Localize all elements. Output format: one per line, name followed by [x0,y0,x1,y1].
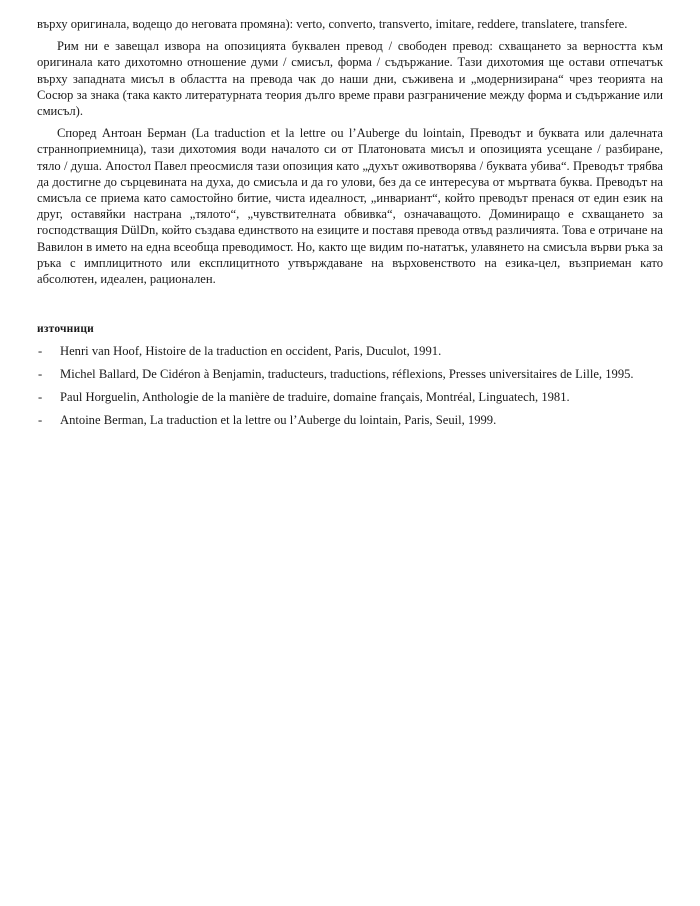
paragraph-continuation: върху оригинала, водещо до неговата промяна): verto, converto, transverto, imitare, reddere, translatere, transfere. [37,17,628,31]
source-item [37,412,663,428]
source-text: Paul Horguelin, Anthologie de la manière de traduire, domaine français, Montréal, Linguatech, 1981. [60,390,570,405]
sources-list [37,343,663,428]
paragraph-berman: Според Антоан Берман (La traduction et la lettre ou l’Auberge du lointain, Преводът и буквата или далечната странноприемница), тази дихотомия води началото си от Платоновата мисъл и опозицията усещане / разбиране, тяло / душа. Апостол Павел преосмисля тази опозиция като „духът оживотворява / буквата убива“. Преводът трябва да достигне до сърцевината на духа, до смисъла и да го улови, без да се интересува от мъртвата буква. Преводът на смисъла се приема като самостойно битие, чиста идеалност, „инвариант“, който преводът пренася от един език на друг, оставяйки настрана „тялото“, „чувствителната обвивка“, означаващото. Доминиращо е схващането за господстващия DülDn, който създава единството на езиците и поставя превода отвъд различията. Това е отричане на Вавилон в името на една всеобща преводимост. Но, както ще видим по-нататък, улавянето на смисъла върви ръка за ръка с имплицитното или експлицитното утвърждаване на върховенството на езика-цел, възприеман като абсолютен, идеален, рационален. [37,126,663,287]
source-text: Henri van Hoof, Histoire de la traduction en occident, Paris, Duculot, 1991. [60,344,442,359]
source-text: Michel Ballard, De Cidéron à Benjamin, traducteurs, traductions, réflexions, Presses universitaires de Lille, 1995. [60,367,634,382]
paragraph-rome-dichotomy: Рим ни е завещал извора на опозицията буквален превод / свободен превод: схващането за верността към оригинала като дихотомно отношение думи / смисъл, форма / съдържание. Тази дихотомия ще остави отпечатък върху западната мисъл в областта на превода чак до наши дни, съживена и „модернизирана“ чрез теорията на Сосюр за знака (така както литературната теория дълго време прави разграничение между форма и съдържание или смисъл). [37,39,663,119]
source-item [37,389,663,405]
source-item [37,366,663,382]
bullet-dash: - [38,413,43,428]
sources-heading: източници [37,323,94,336]
source-item [37,343,663,359]
bullet-dash: - [38,344,43,359]
bullet-dash: - [38,367,43,382]
source-text: Antoine Berman, La traduction et la lettre ou l’Auberge du lointain, Paris, Seuil, 1999. [60,413,497,428]
bullet-dash: - [38,390,43,405]
document-page [37,16,663,435]
